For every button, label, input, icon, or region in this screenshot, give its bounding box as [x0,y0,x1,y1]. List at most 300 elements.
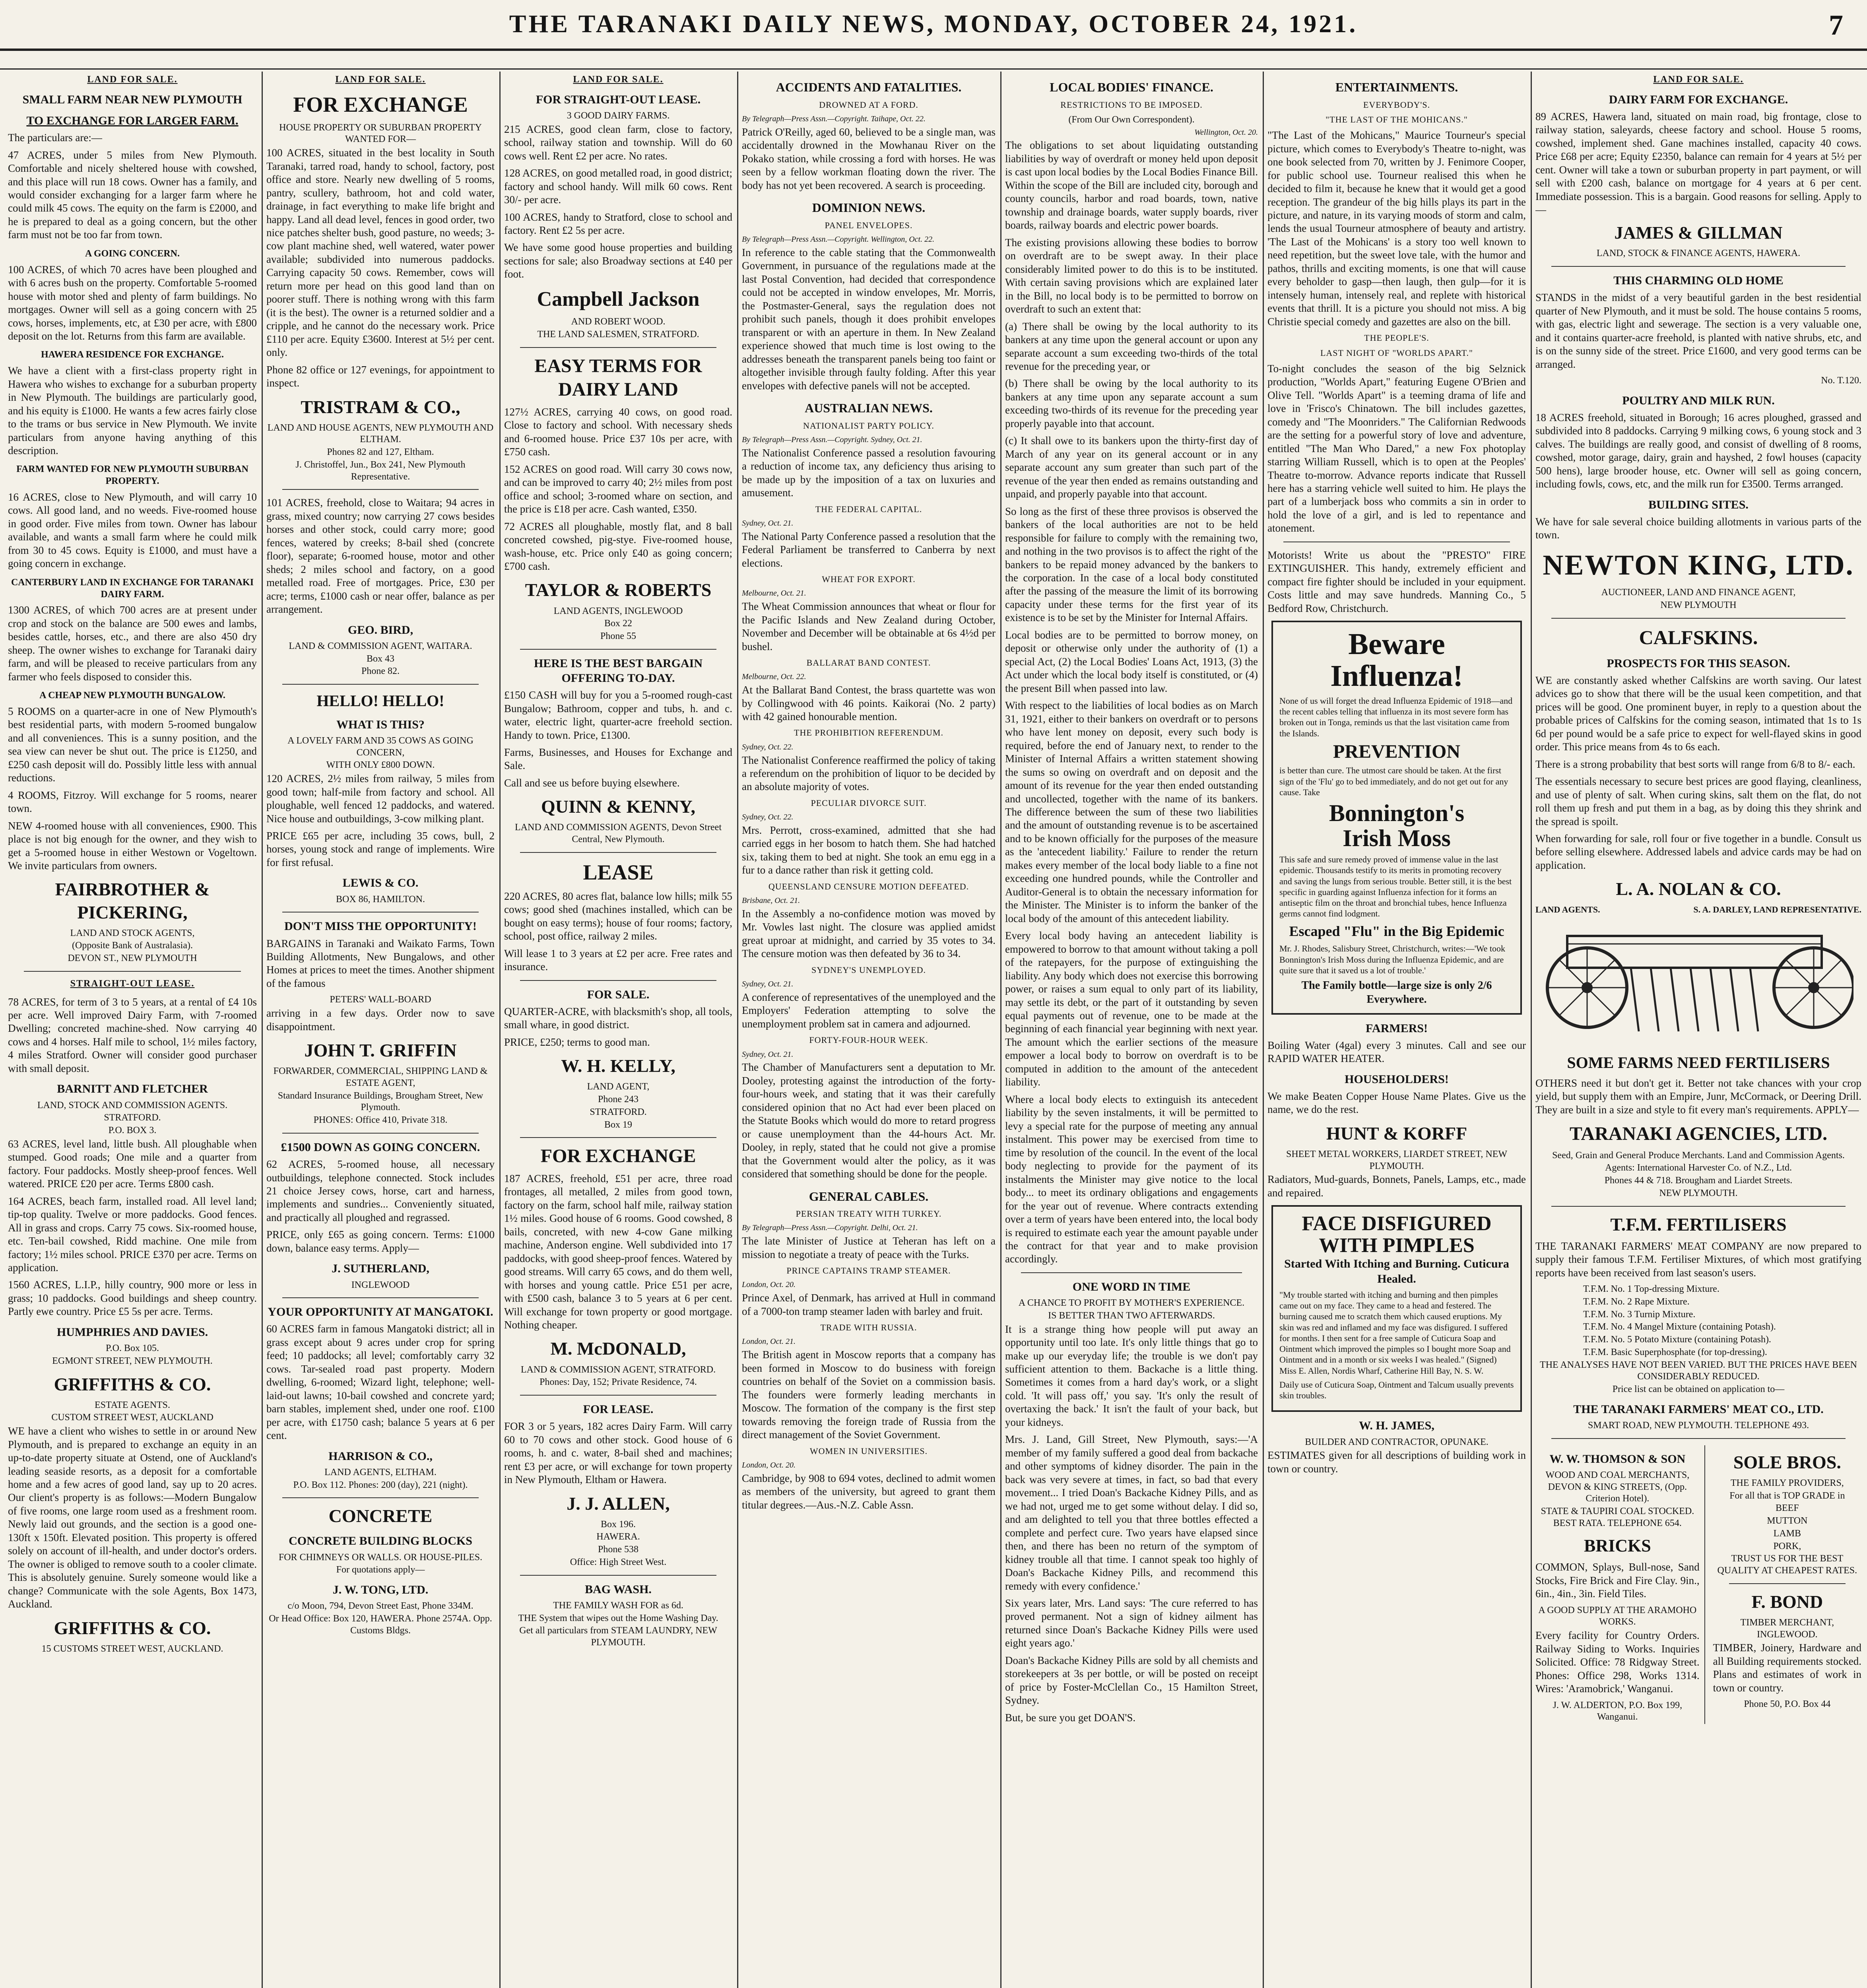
agent-role: LAND AND COMMISSION AGENTS, Devon Street Central, New Plymouth. [515,822,722,845]
agent-phone: Phones 82 and 127, Eltham. [327,447,434,458]
article-byline: London, Oct. 20. [742,1460,796,1470]
ad-text: TIMBER, Joinery, Hardware and all Building requirements stocked. Plans and estimates of work in town or country. [1713,1642,1861,1694]
agent-role: LAND AND STOCK AGENTS, [70,928,195,938]
ad-text: PRICE, £250; terms to good man. [504,1036,650,1048]
article-body: Prince Axel, of Denmark, has arrived at Hull in command of a 7000-ton tramp steamer laden with barley and fruit. [742,1292,996,1317]
ad-text: None of us will forget the dread Influenza Epidemic of 1918—and the recent cables telling that influenza in its most severe form has broken out in Tonga, reminds us that the last visitation came from the Islands. [1279,695,1513,738]
ad-text: The particulars are:— [8,132,102,144]
article-title: PECULIAR DIVORCE SUIT. [811,798,927,808]
ad-text: 152 ACRES on good road. Will carry 30 cows now, and can be improved to carry 40; 2½ miles from post office and school; 3-roomed whare on section, and the price is £18 per acre. Cash wanted, £350. [504,463,732,515]
thomson-ad [1535,1445,1705,1724]
column-1 [8,72,257,1988]
ad-notice: TRUST US FOR THE BEST QUALITY AT CHEAPEST RATES. [1717,1553,1857,1576]
section-heading: LOCAL BODIES' FINANCE. [1050,80,1213,94]
ad-heading: BUILDING SITES. [1648,498,1749,511]
article-title: THE PROHIBITION REFERENDUM. [794,728,943,738]
ad-text: 1560 ACRES, L.I.P., hilly country, 900 more or less in grass; 10 paddocks. Good buildings and sheep country. Partly ewe country. Price £5 5s per acre. Terms. [8,1279,257,1318]
separator [1551,1438,1846,1439]
ad-heading: SMALL FARM NEAR NEW PLYMOUTH [22,93,243,106]
agent-role: LAND & COMMISSION AGENT, WAITARA. [289,641,472,651]
article-body: Mrs. Perrott, cross-examined, admitted that she had carried eggs in her bosom to hatch them. She had hatched six, taking them to bed at night. She took an emu egg in a fur to a dance rather than risk it getting cold. [742,824,996,876]
ad-heading: WHAT IS THIS? [336,718,425,731]
separator [282,1497,479,1498]
ad-footer: The Family bottle—large size is only 2/6 Everywhere. [1301,979,1492,1006]
ad-heading: DAIRY FARM FOR EXCHANGE. [1609,93,1788,106]
agent-name: J. SUTHERLAND, [332,1262,429,1276]
article-body: The Nationalist Conference reaffirmed the policy of taking a referendum on the prohibition of liquor to be decided by an absolute majority of votes. [742,754,996,793]
ad-subtitle: IS BETTER THAN TWO AFTERWARDS. [1048,1310,1215,1321]
ad-notice: Price list can be obtained on application to— [1612,1384,1785,1395]
agent-address: DEVON ST., NEW PLYMOUTH [68,953,197,964]
agent-box: P.O. BOX 3. [108,1125,157,1136]
article-body: Patrick O'Reilly, aged 60, believed to be a single man, was accidentally drowned in the Mowhanau River on the Pokako station, while crossing a ford with horses. He was seen by a fellow workman floating down the river. The body has not yet been recovered. A search is proceeding. [742,126,996,191]
agent-address: EGMONT STREET, NEW PLYMOUTH. [52,1355,213,1366]
article-byline: Brisbane, Oct. 21. [742,896,800,905]
ad-heading: DON'T MISS THE OPPORTUNITY! [284,920,477,933]
list-item: T.F.M. No. 5 Potato Mixture (containing Potash). [1583,1334,1771,1345]
ad-text: 4 ROOMS, Fitzroy. Will exchange for 5 rooms, nearer town. [8,789,257,815]
fertiliser-list [1535,1283,1861,1359]
article-title: FORTY-FOUR-HOUR WEEK. [809,1035,928,1045]
separator [520,980,716,981]
article-body: The late Minister of Justice at Teheran has left on a mission to negotiate a treaty of peace with the Turks. [742,1235,996,1260]
article-title: "THE LAST OF THE MOHICANS." [1326,114,1468,124]
ad-text: 60 ACRES farm in famous Mangatoki district; all in grass except about 9 acres under crop for spring feed; 10 paddocks; all level; comfortably carry 32 cows. Tar-sealed road past property. Modern dwelling, 6-roomed; Wizard light, telephone; well-laid-out lawns; 10-bail cowshed and concrete yard; barn stables, implement shed, under one roof. £100 per acre, with £1750 cash; balance 5 years at 6 per cent. [266,1323,495,1442]
agent-name: TAYLOR & ROBERTS [525,580,712,600]
column-4 [742,72,996,1988]
ad-heading: THIS CHARMING OLD HOME [1613,274,1784,287]
ad-text: But, be sure you get DOAN'S. [1005,1711,1136,1724]
ad-text: 72 ACRES all ploughable, mostly flat, and 8 ball concreted cowshed, pig-stye. Five-roomed house, wash-house, etc. Price only £40 as going concern; £700 cash. [504,520,732,572]
agent-role: FORWARDER, COMMERCIAL, SHIPPING LAND & ESTATE AGENT, [273,1066,488,1088]
list-item: T.F.M. Basic Superphosphate (for top-dressing). [1583,1347,1767,1357]
agent-role: LAND AGENT, [587,1081,650,1092]
agent-stock: STATE & TAUPIRI COAL STOCKED. BEST RATA. TELEPHONE 654. [1541,1506,1694,1528]
agent-box: P.O. Box 112. Phones: 200 (day), 221 (night). [293,1479,468,1490]
ad-text: 220 ACRES, 80 acres flat, balance low hills; milk 55 cows; good shed (machines installed, which can be bought on easy terms); house of four rooms; factory, school, post office, railway 2 miles. [504,890,732,942]
ad-heading: A CHEAP NEW PLYMOUTH BUNGALOW. [39,690,225,701]
agent-role: BUILDER AND CONTRACTOR, OPUNAKE. [1305,1437,1489,1447]
ad-text: 187 ACRES, freehold, £51 per acre, three road frontages, all metalled, 2 miles from good town, factory on the farm, school half mile, railway station 1½ miles. Good house of 6 rooms. Good cowshed, 8 bails, concreted, with new 4-cow Gane milking machine, Anderson engine. Well subdivided into 17 paddocks, with good sheep-proof fences. Watered by good streams. Will carry 65 cows, and do them well, with horses and young cattle. Price £51 per acre, with £500 cash, balance 3 to 5 years at 6 per cent. Will exchange for town property or good mortgage. Nothing cheaper. [504,1172,732,1331]
agent-town: STRATFORD. [590,1107,647,1117]
agent-role: ESTATE AGENTS. [94,1400,171,1410]
column-6 [1267,72,1526,1988]
agent-name: J. J. ALLEN, [567,1493,670,1514]
article-body: In reference to the cable stating that the Commonwealth Government, in pursuance of the regulations made at the last Postal Convention, had decided that correspondence could not be accepted in window envelopes, Mr. Morris, the Postmaster-General, says the regulation does not prohibit such panels, though it does prohibit envelopes transparent or with an aperture in them. In New Zealand experience showed that much time is lost owing to the addresses beneath the transparent panels being too faint or altogether invisible through faulty folding. After this year envelopes with defective panels will not be accepted. [742,246,996,392]
article-body: The existing provisions allowing these bodies to borrow on overdraft are to be swept away. In their place considerably limited power to do this is to be instituted. With certain saving provisions which are explained later in the Bill, no local body is to be permitted to borrow on overdraft to such an extent that: [1005,236,1258,315]
seed-drill-illustration [1543,920,1853,1039]
ad-text: We have for sale several choice building allotments in various parts of the town. [1535,515,1861,541]
article-body: To-night concludes the season of the big Selznick production, "Worlds Apart," featuring Eugene O'Brien and Olive Tell. "Worlds Apart" is a teeming drama of life and love in 'Frisco's Chinatown. The bill includes gazettes, comedy and "The Moonriders." The Californian Redwoods are the setting for a powerful story of love and adventure, entitled "The Man Who Dared," a new Fox photoplay starring William Russell, which is to open at the Peoples' Theatre to-morrow. Advance reports indicate that Russell here has a starring vehicle well suited to him. He plays the part of a lumberjack boss who commits a sin in order to hold the love of a girl, and is led to repentance and atonement. [1267,362,1526,534]
ad-text: 101 ACRES, freehold, close to Waitara; 94 acres in grass, mixed country; now carrying 27 cows besides horses and other stock, could carry more; good fences, watered by creeks; 8-bail shed (concrete floor), separate; 6-roomed house, motor and other sheds; 2 miles school and factory, on a good metalled road. Free of mortgages. Price, £30 per acre; terms, £1000 cash or near offer, balance as per arrangement. [266,497,495,615]
article-body: The Chamber of Manufacturers sent a deputation to Mr. Dooley, protesting against the introduction of the forty-four-hours week, and stating that it was their carefully considered opinion that no Act had ever been placed on the Statute Books which would do more to retard progress or cause unemployment than the 44-hours Act. Mr. Dooley, in reply, stated that he could not give a promise that the Government would alter the policy, as it was considered that something should be done for the people. [742,1061,996,1180]
ad-text: NEW 4-roomed house with all conveniences, £900. This place is not big enough for the owner, and they wish to get a 5-roomed house in either Westown or Vogeltown. We invite particulars from owners. [8,819,257,872]
separator [520,347,716,348]
ad-text: THE FAMILY WASH FOR as 6d. [553,1600,683,1611]
list-item: BEEF [1775,1503,1799,1514]
agent-role: AND ROBERT WOOD. [571,316,666,327]
agent-box: Box 43 [366,653,394,664]
agent-name: L. A. NOLAN & CO. [1616,879,1781,899]
ad-text: 5 ROOMS on a quarter-acre in one of New Plymouth's best residential parts, with modern 5-roomed bungalow and all conveniences. This is a sunny position, and the sea view can never be shut out. The price is £1250, and £250 cash deposit will do. Possibly little less with annual reductions. [8,705,257,784]
product-name: Bonnington's [1329,800,1465,827]
ad-text: "My trouble started with itching and burning and then pimples came out on my face. They came to a head and festered. The burning caused me to scratch them which caused eruptions. My skin was red and inflamed and my face was disfigured. I suffered for months. I then sent for a free sample of Cuticura Soap and Ointment which improved the pimples so I bought more Soap and Ointment and in a month or six weeks I was healed." (Signed) Miss E. Allen, Nordis Wharf, Catherine Hill Bay, N. S. W. [1279,1289,1511,1376]
ad-text: Every facility for Country Orders. Railway Siding to Works. Inquiries Solicited. Office: 78 Ridgway Street. Phones: Office 298, Works 1314. Wires: 'Aramobrick,' Wanganui. [1535,1629,1700,1695]
ad-subtitle: For quotations apply— [336,1565,425,1575]
ad-title: FACE DISFIGURED [1302,1212,1492,1235]
ad-text: The essentials necessary to secure best prices are good flaying, cleanliness, and use of plenty of salt. When curing skins, salt them on the flat, do not roll them up fresh and put them in a bag, as by doing this they shrink and the spread is spoilt. [1535,775,1861,827]
ad-text: 215 ACRES, good clean farm, close to factory, school, railway station and township. Will do 60 cows well. Rent £2 per acre. No rates. [504,123,732,162]
article-title: QUEENSLAND CENSURE MOTION DEFEATED. [768,881,969,891]
ad-text: 100 ACRES, handy to Stratford, close to school and factory. Rent £2 5s per acre. [504,211,732,236]
ad-heading: FOR STRAIGHT-OUT LEASE. [536,93,701,106]
ad-text: Phone 82 office or 127 evenings, for appointment to inspect. [266,363,495,389]
article-title: THE FEDERAL CAPITAL. [815,504,922,514]
ad-subtitle: A LOVELY FARM AND 35 COWS AS GOING CONCERN, [287,735,474,758]
ad-heading: ONE WORD IN TIME [1072,1280,1191,1293]
masthead-title: THE TARANAKI DAILY NEWS, MONDAY, OCTOBER 24, 1921. [509,10,1358,38]
article-byline: By Telegraph—Press Assn.—Copyright. Delhi, Oct. 21. [742,1223,918,1233]
article-byline: By Telegraph—Press Assn.—Copyright. Sydney, Oct. 21. [742,435,922,444]
cuticura-ad [1271,1205,1522,1412]
ad-text: BARGAINS in Taranaki and Waikato Farms, Town Building Allotments, New Bungalows, and other Homes at prices to meet the times. Another shipment of the famous [266,937,495,989]
article-byline: Sydney, Oct. 21. [742,980,794,989]
ad-text: THE TARANAKI FARMERS' MEAT COMPANY are now prepared to supply their famous T.F.M. Fertiliser Mixtures, of which most gratifying reports have been received from last season's users. [1535,1240,1861,1279]
agent-box: BOX 86, HAMILTON. [336,894,425,905]
article-title: NATIONALIST PARTY POLICY. [803,420,934,431]
ad-text: PRICE, only £65 as going concern. Terms: £1000 down, balance easy terms. Apply— [266,1229,495,1254]
ad-title: CONCRETE [328,1506,433,1526]
ad-text: There is a strong probability that best sorts will range from 6/8 to 8/- each. [1535,758,1855,770]
column-divider [499,72,501,1988]
article-title: SYDNEY'S UNEMPLOYED. [811,965,926,975]
ad-title: EASY TERMS FOR DAIRY LAND [534,355,702,400]
agent-phone: Phones: Day, 152; Private Residence, 74. [540,1377,697,1388]
product-name: Irish Moss [1343,825,1451,852]
article-byline: By Telegraph—Press Assn.—Copyright. Wellington, Oct. 22. [742,235,935,244]
agent-role: LAND, STOCK AND COMMISSION AGENTS. [37,1100,228,1110]
ad-text: Will lease 1 to 3 years at £2 per acre. Free rates and insurance. [504,947,732,973]
ad-text: 100 ACRES, of which 70 acres have been ploughed and with 6 acres bush on the property. Comfortable 5-roomed house with motor shed and plenty of farm buildings. No mortgages. Owner will sell as a going concern with 25 cows, horses, implements, etc, at £30 per acre, with £800 deposit on the lot. Returns from this farm are available. [8,263,257,342]
ad-text: 16 ACRES, close to New Plymouth, and will carry 10 cows. All good land, and no weeds. Five-roomed house in good order. Five miles from town. Owner has labour available, and wants a small farm where he could milk from 30 to 45 cows. Equity is £1000, and must have a going concern in exchange. [8,491,257,570]
ad-text: Farms, Businesses, and Houses for Exchange and Sale. [504,746,732,772]
ad-title: Influenza! [1330,659,1463,693]
ad-text: STANDS in the midst of a very beautiful garden in the best residential quarter of New Plymouth, and it must be sold. The house contains 5 rooms, with gas, electric light and sewerage. The section is a very valuable one, and it contains quarter-acre freehold, is planted with native shrubs, etc, and is on the sunny side of the street. Price £1600, and very good terms can be arranged. [1535,291,1861,370]
ad-title: BRICKS [1584,1536,1651,1555]
ad-title: T.F.M. FERTILISERS [1610,1214,1787,1235]
agent-address: c/o Moon, 794, Devon Street East, Phone 334M. [287,1601,474,1611]
article-title: BALLARAT BAND CONTEST. [806,657,931,668]
agent-phone: Phone 243 [598,1094,639,1105]
ad-heading: CONCRETE BUILDING BLOCKS [289,1534,472,1548]
agent-phone: Phone 50, P.O. Box 44 [1744,1699,1831,1710]
article-title: LAST NIGHT OF "WORLDS APART." [1320,348,1473,358]
agent-name: TRISTRAM & CO., [301,396,460,417]
agent-role: LAND, STOCK & FINANCE AGENTS, HAWERA. [1596,248,1801,259]
article-byline: Sydney, Oct. 22. [742,742,794,751]
ad-text: Get all particulars from STEAM LAUNDRY, NEW PLYMOUTH. [519,1625,717,1648]
ad-heading: HOUSEHOLDERS! [1345,1072,1449,1086]
agent-town: INGLEWOOD [351,1279,410,1290]
agent-address: J. W. ALDERTON, P.O. Box 199, Wanganui. [1553,1700,1683,1722]
agent-box: P.O. Box 105. [105,1343,159,1354]
ad-title: FOR EXCHANGE [293,92,468,116]
ad-heading: BAG WASH. [585,1582,652,1596]
agent-role: SHEET METAL WORKERS, LIARDET STREET, NEW PLYMOUTH. [1286,1149,1508,1171]
ad-heading: FOR LEASE. [583,1403,654,1416]
ad-heading: HAWERA RESIDENCE FOR EXCHANGE. [41,349,224,360]
agent-name: THE TARANAKI FARMERS' MEAT CO., LTD. [1573,1402,1824,1416]
agent-town: NEW PLYMOUTH [1660,600,1737,610]
separator [520,1395,716,1396]
ad-text: Mrs. J. Land, Gill Street, New Plymouth, says:—'A member of my family suffered a good deal from backache and other symptoms of kidney disorder. The pain in the back was very severe at times, in fact, so bad that every movement... I tried Doan's Backache Kidney Pills, and as we had not, urged me to get some without delay. I did so, and am delighted to tell you that three bottles effected a complete and perfect cure. Two years have elapsed since then, and there has been no return of the symptom of kidney trouble all that time. I cannot speak too highly of Doan's Backache Kidney Pills, and recommend this remedy with every confidence.' [1005,1433,1258,1592]
agent-phone: Phone 82. [361,666,400,677]
list-item: MUTTON [1767,1516,1808,1526]
article-title: THE PEOPLE'S. [1364,333,1429,343]
header-rule [0,68,1867,70]
separator [282,1133,479,1134]
ad-text: 78 ACRES, for term of 3 to 5 years, at a rental of £4 10s per acre. Well improved Dairy Farm, with 7-roomed Dwelling; concreted machine-shed. Now carrying 40 cows and 4 horses. Half mile to school, 1½ miles factory, 4 miles Stratford. Owner will consider good purchaser with small deposit. [8,996,257,1074]
column-2 [266,72,495,1988]
ad-text: We have some good house properties and building sections for sale; also Broadway sections at £40 per foot. [504,241,732,280]
agent-town: STRATFORD. [104,1112,161,1123]
ad-text: 100 ACRES, situated in the best locality in South Taranaki, tarred road, handy to school, factory, post office and store. Nearly new dwelling of 5 rooms, pantry, scullery, bathroom, hot and cold water, drainage, in fact everything to make life bright and happy. Land all dead level, fences in good order, two nice patches shelter bush, good pasture, no weeds; 3-cow plant machine shed, well watered, water power available; subdivided into numerous paddocks. Carrying capacity 50 cows. Remember, cows will return more per head on this good land than on poorer stuff. There is nothing wrong with this farm (it is the best). The owner is a returned soldier and a cripple, and he cannot do the necessary work. Price £110 per acre. Equity £3600. Interest at 5½ per cent. only. [266,147,495,359]
agent-name: Campbell Jackson [537,287,700,311]
ad-text: 62 ACRES, 5-roomed house, all necessary outbuildings, telephone connected. Stock includes 21 choice Jersey cows, horse, cart and harness, implements and sundries... Conveniently situated, and practically all ploughed and regrassed. [266,1158,495,1223]
article-body: So long as the first of these three provisos is observed the bankers of the local authorities are not to be held responsible for failure to comply with the remaining two, and nothing in the two provisos is to affect the right of the bankers to be repaid money advanced by the bankers to the corporation. In the case of a local body constituted after the passing of the measure the limit of its borrowing capacity under these terms for the first year of its existence is to be set by the Minister for Internal Affairs. [1005,505,1258,624]
ad-text: arriving in a few days. Order now to save disappointment. [266,1007,495,1033]
section-heading: STRAIGHT-OUT LEASE. [70,978,195,989]
agent-name: LEWIS & CO. [342,876,419,890]
agent-name: NEWTON KING, LTD. [1543,549,1854,581]
separator [520,1137,716,1138]
agent-role: THE FAMILY PROVIDERS, [1730,1477,1844,1488]
separator [520,1575,716,1576]
agent-role: LAND AGENTS, INGLEWOOD [553,606,683,616]
agent-name: W. H. JAMES, [1359,1419,1434,1433]
separator [1551,266,1846,267]
article-byline: London, Oct. 20. [742,1280,796,1289]
list-item: T.F.M. No. 1 Top-dressing Mixture. [1583,1284,1720,1295]
ad-text: 1300 ACRES, of which 700 acres are at present under crop and stock on the balance are 500 ewes and lambs, besides cattle, horses, etc., and there are also 450 dry sheep. The owner wishes to exchange for Taranaki dairy farm, and will be pleased to receive particulars from any farmer who feels disposed to consider this. [8,604,257,683]
ad-text: 127½ ACRES, carrying 40 cows, on good road. Close to factory and school. With necessary sheds and 6-roomed house. Price £37 10s per acre, with £750 cash. [504,406,732,458]
column-5 [1005,72,1258,1988]
agent-name: GRIFFITHS & CO. [54,1617,211,1638]
agent-box: Box 22 [604,618,632,629]
bottom-ads [1535,1445,1861,1724]
ad-text: Boiling Water (4gal) every 3 minutes. Call and see our RAPID WATER HEATER. [1267,1039,1526,1065]
agent-box: Box 19 [604,1119,632,1130]
article-title: PANEL ENVELOPES. [825,220,913,230]
ad-text: We have a client with a first-class property right in Hawera who wishes to exchange for a suburban property in New Plymouth. The buildings are particularly good, and his equity is £1000. He wants a few acres fairly close to the trams or bus service in New Plymouth. We invite particulars from anyone having anything of this description. [8,365,257,456]
column-divider [1263,72,1264,1988]
article-body: Where a local body elects to extinguish its antecedent liability by the seven instalments, it will be permitted to levy a special rate for the purpose of meeting any annual instalment. This power may be exercised from time to time by resolution of the council. In the event of the local body neglecting to provide for the payment of its instalments the Minister may give notice to the local body... to meet its ordinary obligations and engagements for the year out of revenue. Where contracts extending over a term of years have been entered into, the local body is required to estimate each year the amount payable under the contract for that year and to make provision accordingly. [1005,1093,1258,1265]
article-byline: Sydney, Oct. 21. [742,518,794,528]
article-title: PRINCE CAPTAINS TRAMP STEAMER. [786,1266,951,1276]
ad-heading: FOR SALE. [587,988,650,1001]
article-body: Local bodies are to be permitted to borrow money, on deposit or otherwise only under the authority of (1) a special Act, (2) the Local Bodies' Loans Act, 1913, (3) the Act under which the local body itself is constituted, or (4) the present Bill when passed into law. [1005,629,1258,694]
ad-reference: No. T.120. [1821,375,1861,386]
agent-address: SMART ROAD, NEW PLYMOUTH. TELEPHONE 493. [1588,1420,1809,1431]
agent-name: BARNITT AND FLETCHER [57,1082,208,1096]
agent-name: GEO. BIRD, [347,623,413,637]
column-divider [262,72,263,1988]
agent-address: CUSTOM STREET WEST, AUCKLAND [51,1412,213,1423]
agent-name: W. H. KELLY, [561,1056,675,1076]
article-dateline: Wellington, Oct. 20. [1194,128,1258,137]
article-body: The National Party Conference passed a resolution that the Federal Parliament be transferred to Canberra by next elections. [742,530,996,569]
separator [282,684,479,685]
masthead-rule [0,49,1867,51]
agent-role: LAND AND HOUSE AGENTS, NEW PLYMOUTH AND ELTHAM. [267,422,494,445]
agent-phone: PHONES: Office 410, Private 318. [313,1115,448,1126]
agent-address: 15 CUSTOMS STREET WEST, AUCKLAND. [41,1643,223,1654]
masthead [0,0,1867,48]
article-body: In the Assembly a no-confidence motion was moved by Mr. Vowles last night. The closure was applied amidst great uproar at midnight, and carried by 35 votes to 34. The censure motion was then defeated by 36 to 34. [742,907,996,960]
agent-roles [1535,904,1861,915]
column-divider [1531,72,1532,1988]
ad-title: Beware [1348,627,1445,661]
ad-heading: A GOOD SUPPLY AT THE ARAMOHO WORKS. [1538,1605,1697,1627]
agent-name: JAMES & GILLMAN [1614,223,1783,243]
ad-text: COMMON, Splays, Bull-nose, Sand Stocks, Fire Brick and Fire Clay. 9in., 6in., 4in., 3in. Field Tiles. [1535,1561,1700,1600]
ad-text: Six years later, Mrs. Land says: 'The cure referred to has proved permanent. Not a sign of kidney ailment has returned since Doan's Backache Kidney Pills were used eight years ago.' [1005,1597,1258,1649]
ad-heading: PROSPECTS FOR THIS SEASON. [1607,656,1790,670]
separator [282,1297,479,1298]
article-title: PERSIAN TREATY WITH TURKEY. [796,1209,942,1219]
article-byline: London, Oct. 21. [742,1337,796,1346]
separator [282,489,479,490]
ad-text: PRICE £65 per acre, including 35 cows, bull, 2 horses, young stock and range of implements. Wire for first refusal. [266,829,495,868]
agent-name: J. W. TONG, LTD. [332,1583,429,1597]
section-heading: AUSTRALIAN NEWS. [805,400,933,415]
ad-text: It is a strange thing how people will put away an opportunity until too late. It's only little things that go to make up our everyday life; the trouble is we don't pay sufficient attention to them. Backache is a little thing. Sometimes it comes from a hard day's work, or a slight cold. 'It will pass off,' you say. 'It's only the result of overtaxing the back.' It isn't the fault of your back, but your kidneys. [1005,1323,1258,1428]
agent-role: LAND AGENTS, ELTHAM. [324,1467,437,1477]
agent-role: LAND AGENTS. [1535,905,1600,915]
article-byline: Sydney, Oct. 22. [742,813,794,822]
article-body: The British agent in Moscow reports that a company has been formed in Moscow to do business with foreign countries on behalf of the Soviet on a commission basis. The founders were formerly leading merchants in Moscow. The formation of the company is the first step towards removing the foreign trade of Russia from the direct management of the Soviet Government. [742,1349,996,1441]
agent-phone: Phone 538 [598,1544,639,1555]
ad-text: 47 ACRES, under 5 miles from New Plymouth. Comfortable and nicely sheltered house with cowshed, and this place will run 18 cows. Owner has a family, and would consider exchanging for a larger farm where he could milk 45 cows. The equity on the farm is £2000, and he is prepared to deal as a going concern, but the other farm must not be too far from town. [8,149,257,241]
ad-text: For all that is TOP GRADE in [1729,1490,1845,1501]
ad-text: QUARTER-ACRE, with blacksmith's shop, all tools, small whare, in good district. [504,1005,732,1031]
article-body: The Nationalist Conference passed a resolution favouring a reduction of income tax, any deficiency thus arising to be made up by the imposition of a tax on luxuries and amusement. [742,447,996,499]
column-heading: LAND FOR SALE. [335,74,426,85]
ad-subtitle: PETERS' WALL-BOARD [330,994,431,1005]
agent-town: HAWERA. [596,1532,640,1542]
section-heading: ACCIDENTS AND FATALITIES. [776,80,962,94]
article-body: "The Last of the Mohicans," Maurice Tourneur's special picture, which comes to Everybody's Theatre to-night, was one book selected from 70, written by J. Fenimore Cooper, for public school use. Tourneur realised this when he decided to film it, because he knew that it would get a good reception. The grandeur of the big hills plays its part in the picture, and nature, in its varying moods of storm and calm, lends the usual Tourneur atmosphere of beauty and artistry. 'The Last of the Mohicans' is a story too well known to need repetition, but the sweet love tale, with the humor and pathos, thrills and exciting moments, is one that will cause every beholder to gasp—then laugh, then gulp—for it is intensely human, intensely real, and replete with historical events that thrill. It is a picture you should not miss. A big Christie special comedy and gazettes are also on the bill. [1267,129,1526,328]
column-heading: LAND FOR SALE. [573,74,664,85]
sole-ad [1713,1445,1861,1724]
agent-name: QUINN & KENNY, [541,796,696,817]
ad-text: 120 ACRES, 2½ miles from railway, 5 miles from good town; half-mile from factory and school. All ploughable, well fenced 12 paddocks, and watered. Nice house and outbuildings, 3-cow milking plant. [266,773,495,825]
ad-text: OTHERS need it but don't get it. Better not take chances with your crop yield, but supply them with an Empire, Junr, McCormack, or Deering Drill. They are built in a size and style to fit every man's requirements. APPLY— [1535,1077,1861,1116]
separator [520,649,716,650]
agent-name: W. W. THOMSON & SON [1549,1452,1686,1466]
separator [1021,1272,1242,1273]
section-heading: ENTERTAINMENTS. [1335,80,1458,94]
agent-role: Agents: International Harvester Co. of N.Z., Ltd. [1605,1163,1792,1173]
agent-role: TIMBER MERCHANT, INGLEWOOD. [1740,1617,1834,1640]
article-title: EVERYBODY'S. [1363,99,1430,110]
agent-name: GRIFFITHS & CO. [54,1374,211,1394]
column-heading: LAND FOR SALE. [87,74,178,85]
agent-town: NEW PLYMOUTH. [1659,1188,1738,1198]
article-body: (c) It shall owe to its bankers upon the thirty-first day of March of any year on its general account or in any separate account any sum greater than such part of the revenue of the year then ended as remains outstanding and unpaid, and properly payable into that account. [1005,435,1258,500]
agent-role: S. A. DARLEY, LAND REPRESENTATIVE. [1693,905,1861,915]
ad-text: £150 CASH will buy for you a 5-roomed rough-cast Bungalow; Bathroom, copper and tubs, h. and c. water, electric light, quarter-acre freehold section. Handy to town. Price, £1300. [504,689,732,741]
article-body: Cambridge, by 908 to 694 votes, declined to admit women as members of the university, but agreed to grant them titular degrees.—Aus.-N.Z. Cable Assn. [742,1472,996,1511]
article-byline: Sydney, Oct. 21. [742,1050,794,1059]
ad-heading: YOUR OPPORTUNITY AT MANGATOKI. [268,1305,493,1319]
separator [1729,1583,1846,1584]
separator [1551,1206,1846,1207]
section-heading: DOMINION NEWS. [812,200,926,215]
agent-role: Seed, Grain and General Produce Merchants. Land and Commission Agents. [1552,1150,1845,1161]
agent-address: Standard Insurance Buildings, Brougham Street, New Plymouth. [278,1090,483,1113]
column-heading: LAND FOR SALE. [1653,74,1744,85]
section-heading: GENERAL CABLES. [809,1189,929,1204]
agent-phone: Phones 44 & 718. Brougham and Liardet Streets. [1604,1175,1793,1186]
article-source: (From Our Own Correspondent). [1068,114,1195,125]
agent-role: LAND & COMMISSION AGENT, STRATFORD. [520,1364,716,1375]
article-byline: By Telegraph—Press Assn.—Copyright. Taihape, Oct. 22. [742,114,926,123]
ad-heading: Escaped "Flu" in the Big Epidemic [1289,923,1504,939]
ad-heading: FARM WANTED FOR NEW PLYMOUTH SUBURBAN PROPERTY. [16,464,248,487]
ad-text: When forwarding for sale, roll four or five together in a bundle. Consult us before selling elsewhere. Addressed labels and advice cards may be had on application. [1535,832,1861,871]
agent-name: JOHN T. GRIFFIN [304,1040,457,1061]
agent-name: M. McDONALD, [550,1338,686,1359]
agent-name: HUNT & KORFF [1326,1123,1467,1143]
ad-text: Doan's Backache Kidney Pills are sold by all chemists and storekeepers at 3s per bottle, or will be posted on receipt of price by Foster-McClellan Co., 15 Hamilton Street, Sydney. [1005,1654,1258,1706]
ad-title: CALFSKINS. [1639,626,1758,648]
list-item: PORK, [1773,1541,1801,1551]
article-byline: Melbourne, Oct. 21. [742,589,806,598]
column-3 [504,72,732,1988]
ad-title: HELLO! HELLO! [316,692,444,710]
ad-text: Call and see us before buying elsewhere. [504,777,680,789]
agent-name: SOLE BROS. [1733,1452,1841,1472]
ad-text: WE are constantly asked whether Calfskins are worth saving. Our latest advices go to show that there will be the usual keen competition, and that prices will be good. One prominent buyer, in reply to a question about the probable prices of Calfskins for the coming season, intimated that 1s to 1s 6d per pound would be a safe price to expect for well-flayed skins in good order. This price means from 4s to 6s each. [1535,674,1861,753]
ad-text: 128 ACRES, on good metalled road, in good district; factory and school handy. Will milk 60 cows. Rent 30/- per acre. [504,167,732,206]
separator [520,852,716,853]
ad-title: FOR EXCHANGE [540,1145,696,1167]
ad-subtitle: A CHANCE TO PROFIT BY MOTHER'S EXPERIENCE. [1018,1298,1245,1309]
article-title: RESTRICTIONS TO BE IMPOSED. [1060,99,1203,110]
ad-text: Radiators, Mud-guards, Bonnets, Panels, Lamps, etc., made and repaired. [1267,1173,1526,1199]
article-body: With respect to the liabilities of local bodies as on March 31, 1921, either to their bankers on overdraft or to persons who have lent money on deposit, every such body is required, before the end of January next, to render to the Minister of Internal Affairs a written statement showing the sums so owing on overdraft and on deposit and the amount of its revenue for the year then ended outstanding and uncollected, together with the name of its bankers. The difference between the sum of these two liabilities and the amount of outstanding revenue is to be ascertained and to be known officially for the purposes of the measure as the 'antecedent liability.' Failure to render the return makes every member of the local body liable to a fine not exceeding one hundred pounds, while the Controller and Auditor-General is to obtain the necessary information for the Minister. The Minister is to inform the banker of the local body of the amount of this antecedent liability. [1005,699,1258,924]
ad-text: FOR 3 or 5 years, 182 acres Dairy Farm. Will carry 60 to 70 cows and other stock. Good house of 6 rooms, h. and c. water, 8-bail shed and machines; rent £3 per acre, or will exchange for town property in New Plymouth, Eltham or Hawera. [504,1420,732,1486]
ad-text: Motorists! Write us about the "PRESTO" FIRE EXTINGUISHER. This handy, extremely efficient and compact fire fighter should be included in your equipment. Costs little and may save hundreds. Manning Co., 5 Bedford Row, Christchurch. [1267,549,1526,614]
ad-text: THE System that wipes out the Home Washing Day. [518,1613,718,1623]
ad-heading: £1500 DOWN AS GOING CONCERN. [281,1140,480,1154]
agent-role: WOOD AND COAL MERCHANTS, DEVON & KING STREETS, (Opp. Criterion Hotel). [1545,1470,1690,1504]
ad-subtitle: Started With Itching and Burning. Cuticura Healed. [1284,1257,1509,1285]
agent-name: F. BOND [1751,1591,1823,1612]
ad-text: 89 ACRES, Hawera land, situated on main road, big frontage, close to railway station, saleyards, cheese factory and school. House 5 rooms, cowshed, implement shed. Gane machines installed, capacity 40 cows. Price £68 per acre; Equity £2350, balance can remain for 4 years at 5½ per cent. Owner will take a town or suburban property in part payment, or will sell with £200 cash, balance on mortgage for 4 years at 6 per cent. Immediate possession. This is a bargain. Good reasons for selling. Apply to— [1535,110,1861,216]
ad-subtitle: WITH ONLY £800 DOWN. [326,760,435,771]
column-divider [737,72,738,1988]
ad-notice: THE ANALYSES HAVE NOT BEEN VARIED. BUT THE PRICES HAVE BEEN CONSIDERABLY REDUCED. [1540,1359,1857,1382]
ad-text: We make Beaten Copper House Name Plates. Give us the name, we do the rest. [1267,1090,1526,1116]
column-divider [1000,72,1001,1988]
article-body: The obligations to set about liquidating outstanding liabilities by way of overdraft or money held upon deposit is cast upon local bodies by the Local Bodies Finance Bill. Within the scope of the Bill are included city, borough and county councils, harbor and road boards, town, native township and drainage boards, water supply boards, river boards, railway boards and electric power boards. [1005,139,1258,231]
ad-heading: PREVENTION [1333,741,1461,762]
article-body: The Wheat Commission announces that wheat or flour for the Pacific Islands and New Zealand during October, November and December will be obtainable at 6s 4½d per bushel. [742,600,996,652]
article-title: WHEAT FOR EXPORT. [822,574,916,584]
list-item: LAMB [1773,1528,1801,1539]
